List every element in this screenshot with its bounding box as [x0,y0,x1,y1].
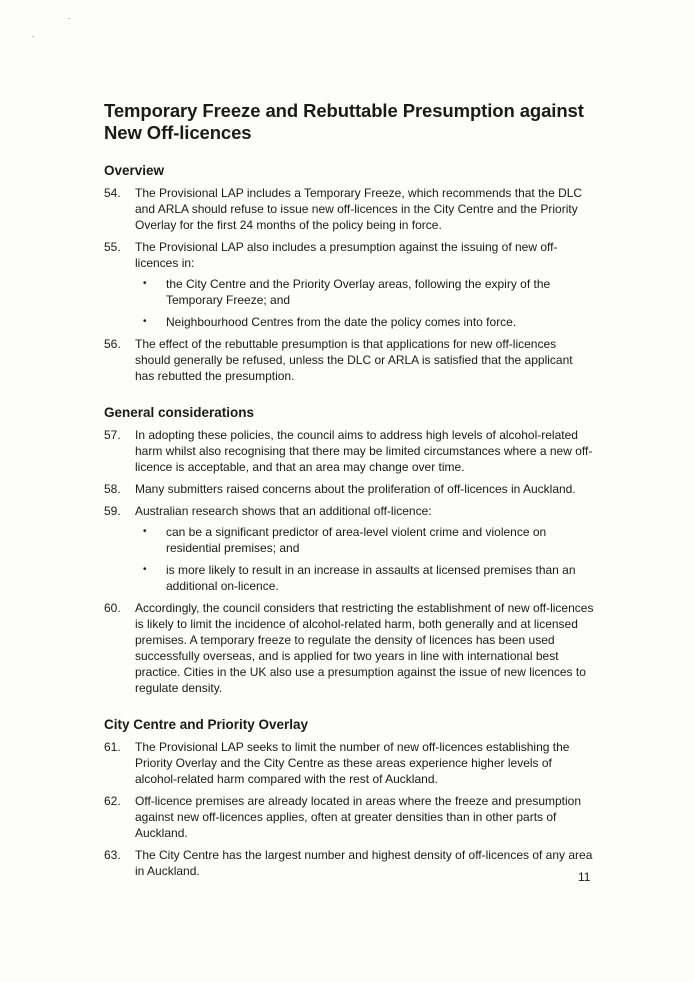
paragraph [104,481,594,497]
paragraph-number: 60. [104,601,121,615]
bullet-list [104,276,594,330]
bullet-item [135,276,594,308]
section-overview [104,162,594,384]
paragraph-number: 56. [104,337,121,351]
paragraph-number: 63. [104,848,121,862]
paragraph-text: Off-licence premises are already located in areas where the freeze and presumption against new off-licences applies, often at greater densities than in other parts of Auckland. [135,794,582,840]
paragraph-text: In adopting these policies, the council aims to address high levels of alcohol-related harm whilst also recognising that there may be limited circumstances where a new off-licence is acceptable, and that an area may change over time. [135,428,593,474]
paragraph-text: The City Centre has the largest number and highest density of off-licences of any area in Auckland. [135,848,593,878]
bullet-item [135,562,594,594]
paragraph [104,239,594,271]
paragraph [104,185,594,233]
section-city-centre-priority-overlay [104,716,594,879]
bullet-text: is more likely to result in an increase in assaults at licensed premises than an additional on-licence. [166,563,576,593]
paragraph [104,503,594,519]
paragraph-text: The Provisional LAP also includes a presumption against the issuing of new off-licences in: [135,240,558,270]
paragraph-number: 59. [104,504,121,518]
bullet-text: can be a significant predictor of area-level violent crime and violence on residential premises; and [166,525,547,555]
document-page [104,100,594,879]
bullet-item [135,524,594,556]
paragraph-text: Accordingly, the council considers that restricting the establishment of new off-licences is likely to limit the incidence of alcohol-related harm, both generally and at licensed premises. A temporary freeze to regulate the density of licences has been used successfully overseas, and is applied for two years in line with international best practice. Cities in the UK also use a presumption against the issue of new licences to regulate density. [135,601,594,695]
paragraph-text: Australian research shows that an additional off-licence: [135,504,432,518]
paragraph-number: 62. [104,794,121,808]
page-number: 11 [578,870,591,884]
paragraph-number: 61. [104,740,121,754]
bullet-icon: • [143,564,147,575]
paragraph [104,793,594,841]
section-heading: City Centre and Priority Overlay [104,717,309,732]
scan-speck [68,18,70,19]
bullet-text: Neighbourhood Centres from the date the policy comes into force. [166,315,517,329]
section-general-considerations [104,404,594,696]
paragraph [104,600,594,696]
bullet-icon: • [143,316,147,327]
bullet-icon: • [143,278,147,289]
bullet-list [104,524,594,594]
document-title: Temporary Freeze and Rebuttable Presumption against New Off-licences [104,100,584,143]
paragraph [104,739,594,787]
paragraph-number: 57. [104,428,121,442]
paragraph [104,847,594,879]
paragraph [104,427,594,475]
paragraph [104,336,594,384]
bullet-icon: • [143,526,147,537]
paragraph-number: 54. [104,186,121,200]
paragraph-text: Many submitters raised concerns about the proliferation of off-licences in Auckland. [135,482,576,496]
paragraph-text: The effect of the rebuttable presumption is that applications for new off-licences should generally be refused, unless the DLC or ARLA is satisfied that the applicant has rebutted the presumption. [135,337,573,383]
paragraph-number: 55. [104,240,121,254]
bullet-text: the City Centre and the Priority Overlay areas, following the expiry of the Temporary Freeze; and [166,277,551,307]
section-heading: General considerations [104,405,255,420]
paragraph-number: 58. [104,482,121,496]
paragraph-text: The Provisional LAP seeks to limit the number of new off-licences establishing the Priority Overlay and the City Centre as these areas experience higher levels of alcohol-related harm compared with the rest of Auckland. [135,740,570,786]
paragraph-text: The Provisional LAP includes a Temporary Freeze, which recommends that the DLC and ARLA should refuse to issue new off-licences in the City Centre and the Priority Overlay for the first 24 months of the policy being in force. [135,186,583,232]
bullet-item [135,314,594,330]
scan-speck [32,36,34,37]
section-heading: Overview [104,163,165,178]
